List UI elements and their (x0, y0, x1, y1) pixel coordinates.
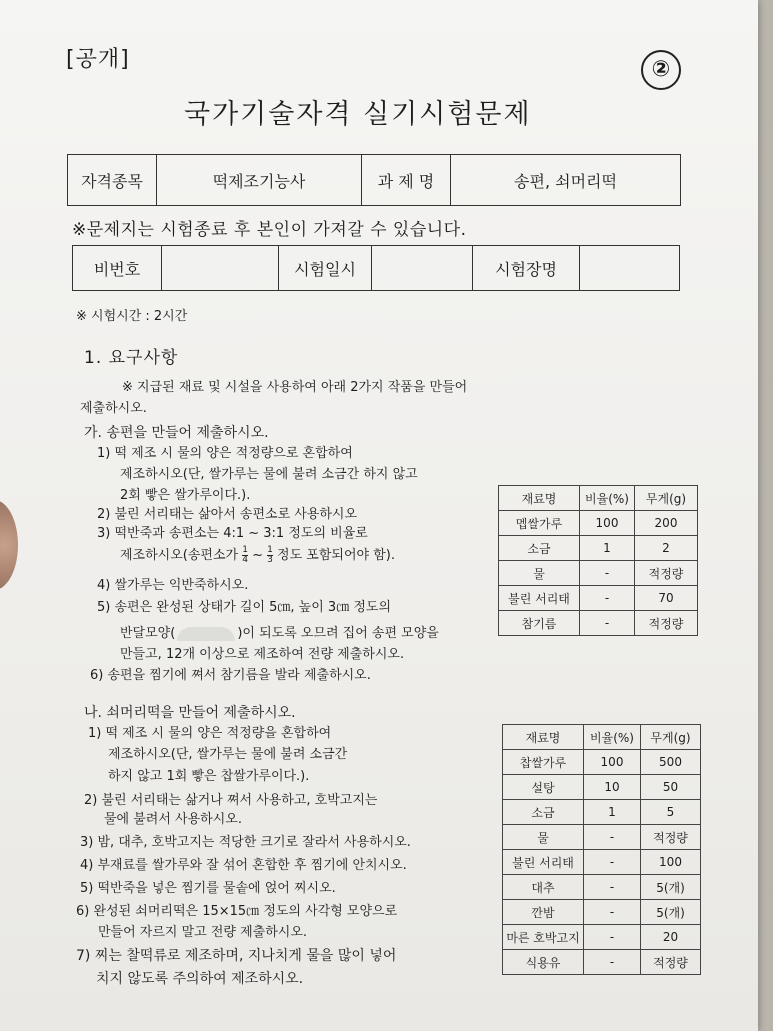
qualification-table (67, 154, 681, 206)
section-a-heading: 가. 송편을 만들어 제출하시오. (84, 425, 269, 441)
table-cell: 10 (584, 775, 641, 800)
fraction-numerator: 1 (242, 545, 248, 555)
section-b-heading: 나. 쇠머리떡을 만들어 제출하시오. (84, 705, 296, 721)
table-cell: 물 (499, 561, 580, 586)
exam-info-table (72, 245, 680, 291)
table-cell: 불린 서리태 (503, 850, 584, 875)
table-row (503, 825, 701, 850)
column-header: 비율(%) (580, 486, 635, 511)
public-tag: [공개] (66, 47, 130, 72)
table-cell: 500 (641, 750, 701, 775)
exam-site-label: 시험장명 (473, 246, 580, 291)
fraction-numerator: 1 (267, 545, 273, 555)
table-cell: 소금 (499, 536, 580, 561)
section-b-line: 7) 찌는 찰떡류로 제조하며, 지나치게 물을 많이 넣어 (76, 948, 397, 964)
page-title: 국가기술자격 실기시험문제 (184, 99, 532, 130)
section-a-line (120, 544, 395, 565)
table-cell: 멥쌀가루 (499, 511, 580, 536)
table-cell: 적정량 (635, 561, 698, 586)
text-segment: 반달모양( (120, 626, 176, 641)
table-cell: - (584, 850, 641, 875)
table-cell: 200 (635, 511, 698, 536)
section-b-line: 3) 밤, 대추, 호박고지는 적당한 크기로 잘라서 사용하시오. (80, 835, 411, 850)
section-b-line: 6) 완성된 쇠머리떡은 15×15㎝ 정도의 사각형 모양으로 (76, 904, 398, 919)
exam-date-label: 시험일시 (279, 246, 372, 291)
table-cell: 100 (584, 750, 641, 775)
table-cell: - (580, 586, 635, 611)
soemeorittok-ingredients-table (502, 724, 701, 975)
fraction (267, 546, 273, 565)
exam-date-value (372, 246, 473, 291)
table-cell: 1 (580, 536, 635, 561)
table-header-row (499, 486, 698, 511)
problem-number: ② (641, 50, 681, 90)
table-row (503, 925, 701, 950)
table-cell: 찹쌀가루 (503, 750, 584, 775)
requirements-heading: 1. 요구사항 (84, 348, 179, 368)
section-a-line: 2) 불린 서리태는 삶아서 송편소로 사용하시오 (97, 507, 358, 522)
table-cell: - (580, 611, 635, 636)
table-cell: 깐밤 (503, 900, 584, 925)
section-b-line: 하지 않고 1회 빻은 찹쌀가루이다.). (108, 769, 310, 784)
section-a-line: 만들고, 12개 이상으로 제조하여 전량 제출하시오. (120, 647, 405, 662)
section-b-line: 1) 떡 제조 시 물의 양은 적정량을 혼합하여 (88, 726, 332, 741)
table-cell: 20 (641, 925, 701, 950)
section-b-line: 4) 부재료를 쌀가루와 잘 섞어 혼합한 후 찜기에 안치시오. (80, 858, 407, 873)
table-cell: 1 (584, 800, 641, 825)
table-row (503, 875, 701, 900)
table-row (499, 561, 698, 586)
section-a-line: 제조하시오(단, 쌀가루는 물에 불려 소금간 하지 않고 (120, 467, 418, 482)
section-b-line: 물에 불려서 사용하시오. (104, 812, 242, 827)
requirements-intro-cont: 제출하시오. (80, 401, 147, 416)
column-header: 재료명 (503, 725, 584, 750)
section-a-line: 4) 쌀가루는 익반죽하시오. (97, 578, 249, 593)
section-b-line: 2) 불린 서리태는 삶거나 쪄서 사용하고, 호박고지는 (84, 793, 378, 808)
requirements-intro: ※ 지급된 재료 및 시설을 사용하여 아래 2가지 작품을 만들어 (122, 380, 468, 395)
table-cell: 70 (635, 586, 698, 611)
seat-number-label: 비번호 (73, 246, 162, 291)
table-row (499, 536, 698, 561)
table-cell: 100 (641, 850, 701, 875)
table-cell: - (584, 825, 641, 850)
section-a-line: 5) 송편은 완성된 상태가 길이 5㎝, 높이 3㎝ 정도의 (97, 600, 392, 615)
notice-text: ※문제지는 시험종료 후 본인이 가져갈 수 있습니다. (72, 220, 467, 240)
table-header-row (503, 725, 701, 750)
table-cell: 참기름 (499, 611, 580, 636)
table-cell: - (584, 875, 641, 900)
section-b-line: 5) 떡반죽을 넣은 찜기를 물솥에 얹어 찌시오. (80, 881, 336, 896)
task-value: 송편, 쇠머리떡 (451, 155, 681, 206)
section-a-line: 6) 송편을 찜기에 쪄서 참기름을 발라 제출하시오. (90, 668, 371, 683)
table-row (499, 586, 698, 611)
table-cell: 식용유 (503, 950, 584, 975)
column-header: 비율(%) (584, 725, 641, 750)
table-cell: 2 (635, 536, 698, 561)
table-row (503, 850, 701, 875)
table-cell: 불린 서리태 (499, 586, 580, 611)
table-cell: 설탕 (503, 775, 584, 800)
section-a-line (120, 622, 439, 641)
task-label: 과 제 명 (362, 155, 451, 206)
section-b-line: 만들어 자르지 말고 전량 제출하시오. (98, 925, 308, 940)
fraction (242, 546, 248, 565)
table-cell: 소금 (503, 800, 584, 825)
column-header: 무게(g) (641, 725, 701, 750)
table-cell: - (584, 950, 641, 975)
fraction-denominator: 4 (242, 555, 248, 565)
section-a-line: 3) 떡반죽과 송편소는 4:1 ~ 3:1 정도의 비율로 (97, 526, 368, 541)
column-header: 재료명 (499, 486, 580, 511)
table-cell: 5(개) (641, 900, 701, 925)
table-cell: 적정량 (641, 950, 701, 975)
thumb (0, 500, 18, 590)
table-row (503, 775, 701, 800)
table-cell: 적정량 (641, 825, 701, 850)
exam-site-value (580, 246, 680, 291)
exam-time: ※ 시험시간 : 2시간 (76, 309, 188, 324)
text-segment: 정도 포함되어야 함). (277, 548, 395, 563)
table-row (499, 611, 698, 636)
table-row (503, 750, 701, 775)
text-segment: )이 되도록 오므려 집어 송편 모양을 (237, 626, 439, 641)
table-row (503, 900, 701, 925)
fraction-denominator: 3 (267, 555, 273, 565)
table-cell: 5 (641, 800, 701, 825)
table-cell: 5(개) (641, 875, 701, 900)
half-moon-shape (177, 627, 235, 641)
table-row (503, 950, 701, 975)
qualification-value: 떡제조기능사 (157, 155, 362, 206)
table-cell: 적정량 (635, 611, 698, 636)
table-cell: - (584, 900, 641, 925)
table-cell: 100 (580, 511, 635, 536)
table-cell: 대추 (503, 875, 584, 900)
table-row (499, 511, 698, 536)
table-cell: 50 (641, 775, 701, 800)
text-segment: ~ (252, 548, 264, 563)
section-b-line: 제조하시오(단, 쌀가루는 물에 불려 소금간 (108, 747, 348, 762)
songpyeon-ingredients-table (498, 485, 698, 636)
table-cell: 물 (503, 825, 584, 850)
table-cell: - (584, 925, 641, 950)
seat-number-value (162, 246, 279, 291)
qualification-label: 자격종목 (68, 155, 157, 206)
table-row (503, 800, 701, 825)
column-header: 무게(g) (635, 486, 698, 511)
section-a-line: 1) 떡 제조 시 물의 양은 적정량으로 혼합하여 (97, 446, 353, 461)
table-cell: - (580, 561, 635, 586)
table-cell: 마른 호박고지 (503, 925, 584, 950)
section-b-line: 치지 않도록 주의하여 제조하시오. (96, 971, 304, 987)
section-a-line: 2회 빻은 쌀가루이다.). (120, 488, 251, 503)
text-segment: 제조하시오(송편소가 (120, 548, 239, 563)
